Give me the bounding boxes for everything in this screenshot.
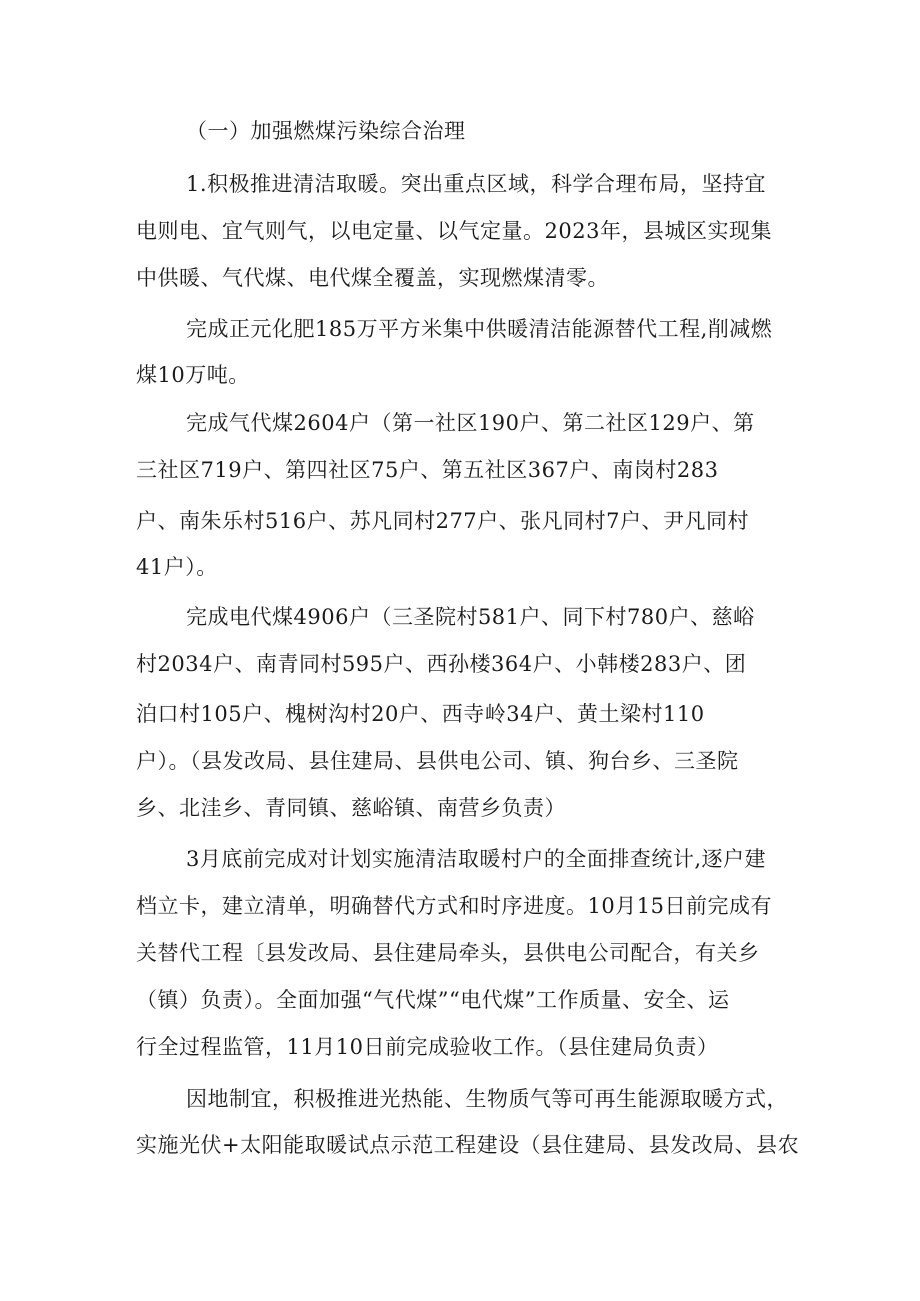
section-heading: （一）加强燃煤污染综合治理 (186, 119, 466, 143)
paragraph-line: 村2034户、南青同村595户、西孙楼364户、小韩楼283户、团 (136, 652, 747, 676)
paragraph-line: 完成气代煤2604户（第一社区190户、第二社区129户、第 (186, 411, 755, 435)
paragraph-line: 因地制宜，积极推进光热能、生物质气等可再生能源取暖方式， (186, 1087, 788, 1111)
paragraph-line: 档立卡，建立清单，明确替代方式和时序进度。10月15日前完成有 (136, 894, 772, 918)
paragraph-line: （镇）负责）。全面加强“气代煤”“电代煤”工作质量、安全、运 (136, 988, 730, 1012)
paragraph-line: 实施光伏+太阳能取暖试点示范工程建设（县住建局、县发改局、县农 (136, 1133, 800, 1157)
paragraph-line: 煤10万吨。 (136, 363, 250, 387)
paragraph-line: 行全过程监管，11月10日前完成验收工作。（县住建局负责） (136, 1035, 719, 1059)
paragraph-line: 完成正元化肥185万平方米集中供暖清洁能源替代工程,削减燃 (186, 317, 773, 341)
paragraph-line: 中供暖、气代煤、电代煤全覆盖，实现燃煤清零。 (136, 266, 609, 290)
paragraph-line: 泊口村105户、槐树沟村20户、西寺岭34户、黄土梁村110 (136, 702, 705, 726)
paragraph-line: 电则电、宜气则气，以电定量、以气定量。2023年，县城区实现集 (136, 219, 772, 243)
paragraph-line: 三社区719户、第四社区75户、第五社区367户、南岗村283 (136, 458, 719, 482)
paragraph-line: 户、南朱乐村516户、苏凡同村277户、张凡同村7户、尹凡同村 (136, 509, 750, 533)
paragraph-line: 1.积极推进清洁取暖。突出重点区域，科学合理布局，坚持宜 (186, 172, 767, 196)
paragraph-line: 户）。（县发改局、县住建局、县供电公司、镇、狗台乡、三圣院 (136, 749, 739, 773)
paragraph-line: 41户）。 (136, 555, 218, 579)
paragraph-line: 完成电代煤4906户（三圣院村581户、同下村780户、慈峪 (186, 605, 755, 629)
paragraph-line: 关替代工程〔县发改局、县住建局牵头，县供电公司配合，有关乡 (136, 941, 760, 965)
paragraph-line: 3月底前完成对计划实施清洁取暖村户的全面排查统计,逐户建 (186, 847, 767, 871)
paragraph-line: 乡、北洼乡、青同镇、慈峪镇、南营乡负责） (136, 796, 566, 820)
